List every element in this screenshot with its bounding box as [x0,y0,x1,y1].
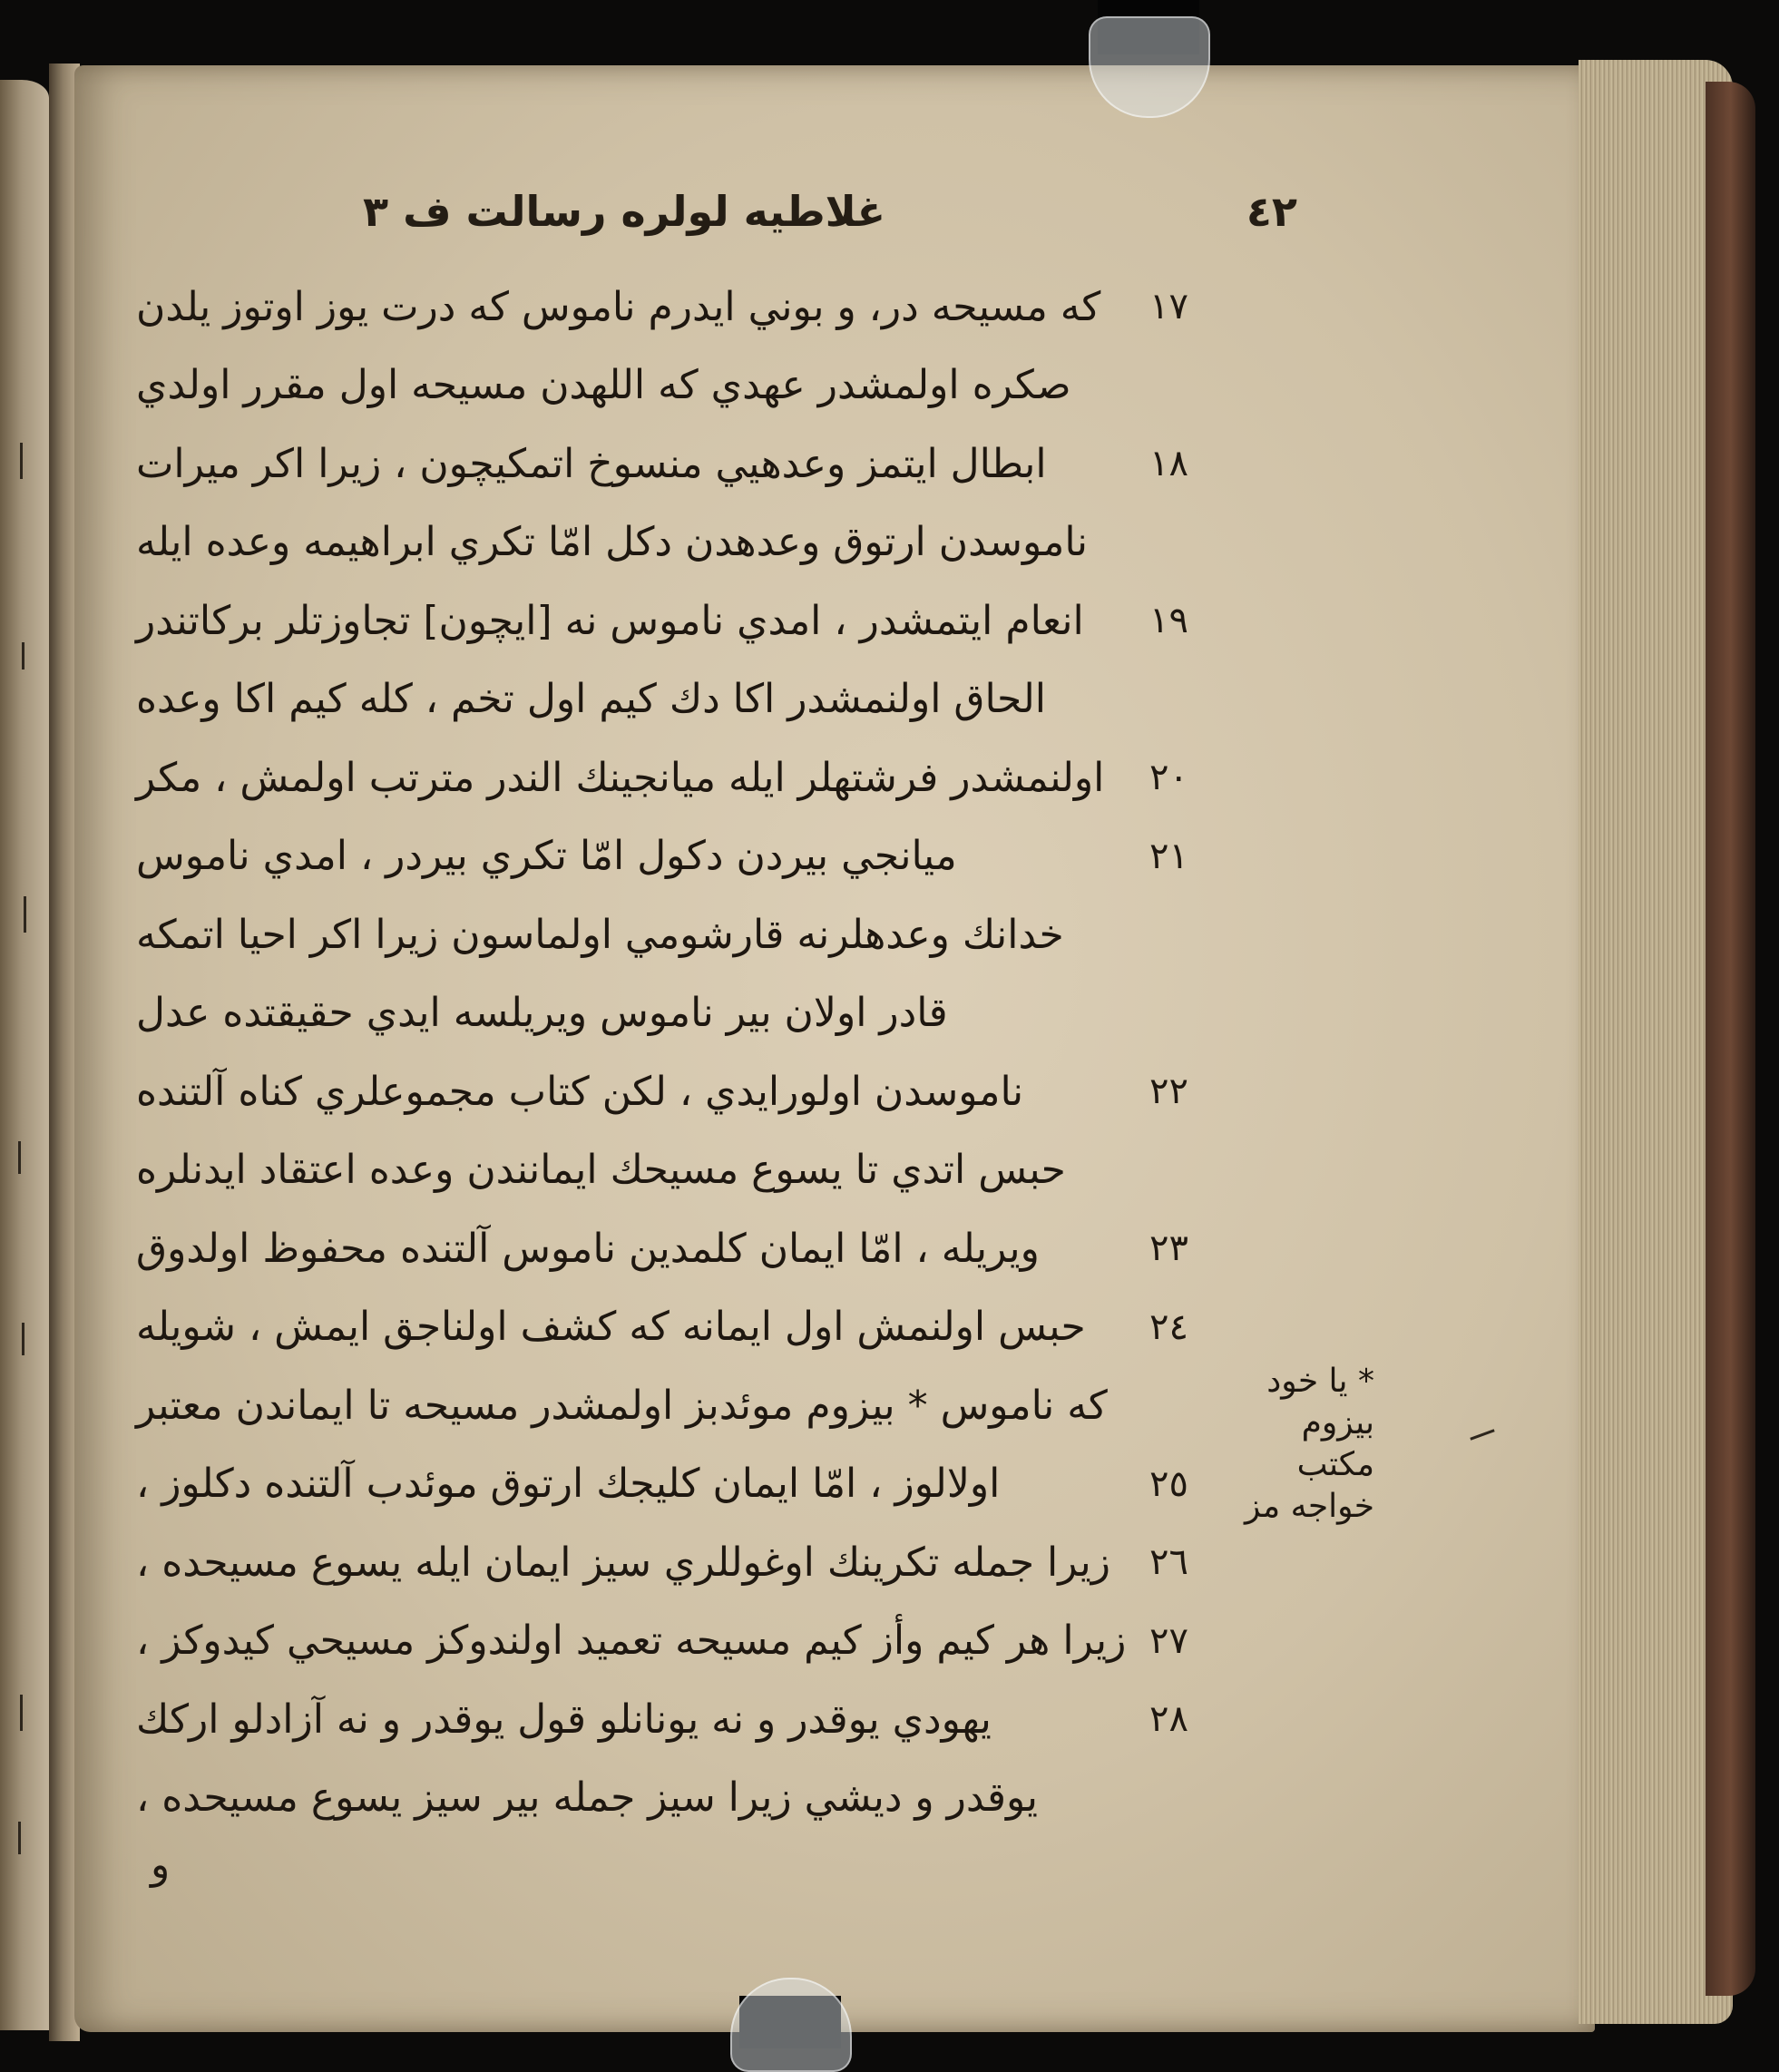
line-text: الحاق اولنمشدر اكا دك كيم اول تخم ، كله كيم اكا وعده [136,676,1046,723]
left-page-edge [0,80,49,2030]
line-text: ناموسدن اولورايدي ، لكن كتاب مجموعلري كناه آلتنده [136,1068,1024,1115]
line-text: ناموسدن ارتوق وعدهدن دكل امّا تكري ابراهيمه وعده ايله [136,519,1088,566]
page-number: ٤٢ [1246,187,1297,236]
line-text: ابطال ايتمز وعدهيي منسوخ اتمكيچون ، زيرا اكر ميرات [136,440,1047,487]
text-line [136,1602,1188,1681]
margin-note-line: بيزوم مكتب [1296,1404,1374,1483]
margin-note-line: * يا خود [1266,1363,1374,1400]
page-header [363,171,1297,252]
line-text: حبس اولنمش اول ايمانه كه كشف اولناجق ايمش ، شويله [136,1304,1086,1351]
manuscript-text [136,268,1188,1837]
catchword: و [151,1842,171,1888]
text-line [136,268,1188,347]
line-text: كه مسيحه در، و بوني ايدرم ناموس كه درت يوز اوتوز يلدن [136,283,1101,330]
line-text: يوقدر و ديشي زيرا سيز جمله بير سيز يسوع مسيحده ، [136,1774,1038,1822]
verse-number: ٢٢ [1149,1070,1188,1113]
line-text: زيرا جمله تكرينك اوغوللري سيز ايمان ايله يسوع مسيحده ، [136,1539,1111,1586]
verse-number: ٢٧ [1149,1619,1188,1662]
margin-note [1216,1361,1374,1528]
line-text: صكره اولمشدر عهدي كه اللهدن مسيحه اول مقرر اولدي [136,362,1071,409]
text-line [136,1759,1188,1838]
text-line [136,1288,1188,1367]
verse-number: ٢١ [1149,835,1188,877]
line-text: يهودي يوقدر و نه يونانلو قول يوقدر و نه آزادلو اركك [136,1696,992,1743]
text-line [136,425,1188,503]
line-text: خدانك وعدهلرنه قارشومي اولماسون زيرا اكر احيا اتمكه [136,911,1064,958]
text-line [136,1209,1188,1288]
verse-number: ٢٣ [1149,1227,1188,1270]
line-text: اولالوز ، امّا ايمان كليجك ارتوق موئدب آلتنده دكلوز ، [136,1461,1001,1508]
verse-number: ٢٨ [1149,1698,1188,1741]
line-text: ميانجي بيردن دكول امّا تكري بيردر ، امدي ناموس [136,833,957,880]
text-line [136,1680,1188,1759]
running-title: غلاطيه لولره رسالت ف ٣ [363,187,886,236]
text-line [136,582,1188,660]
line-text: اولنمشدر فرشتهلر ايله ميانجينك الندر مترتب اولمش ، مكر [136,754,1105,801]
line-text: كه ناموس * بيزوم موئدبز اولمشدر مسيحه تا ايماندن معتبر [136,1382,1108,1429]
margin-note-line: خواجه مز [1245,1488,1374,1525]
line-text: انعام ايتمشدر ، امدي ناموس نه [ايچون] تجاوزتلر بركاتندر [136,597,1084,644]
verse-number: ١٩ [1149,600,1188,642]
text-line [136,738,1188,817]
verse-number: ٢٤ [1149,1305,1188,1348]
line-text: ويريله ، امّا ايمان كلمدين ناموس آلتنده محفوظ اولدوق [136,1225,1040,1272]
line-text: قادر اولان بير ناموس ويريلسه ايدي حقيقتده عدل [136,990,948,1037]
text-line [136,660,1188,739]
verse-number: ٢٦ [1149,1541,1188,1584]
text-line [136,817,1188,896]
text-line [136,1523,1188,1602]
book-cover [1706,82,1755,1996]
text-line [136,1131,1188,1210]
text-line [136,1366,1188,1445]
verse-number: ١٨ [1149,443,1188,485]
text-line [136,1445,1188,1524]
line-text: زيرا هر كيم وأز كيم مسيحه تعميد اولندوكز مسيحي كيدوكز ، [136,1618,1127,1665]
verse-number: ٢٥ [1149,1462,1188,1505]
text-line [136,503,1188,582]
verse-number: ١٧ [1149,286,1188,328]
text-line [136,974,1188,1053]
text-line [136,347,1188,425]
text-line [136,895,1188,974]
line-text: حبس اتدي تا يسوع مسيحك ايمانندن وعده اعتقاد ايدنلره [136,1147,1066,1194]
text-line [136,1052,1188,1131]
verse-number: ٢٠ [1149,757,1188,799]
